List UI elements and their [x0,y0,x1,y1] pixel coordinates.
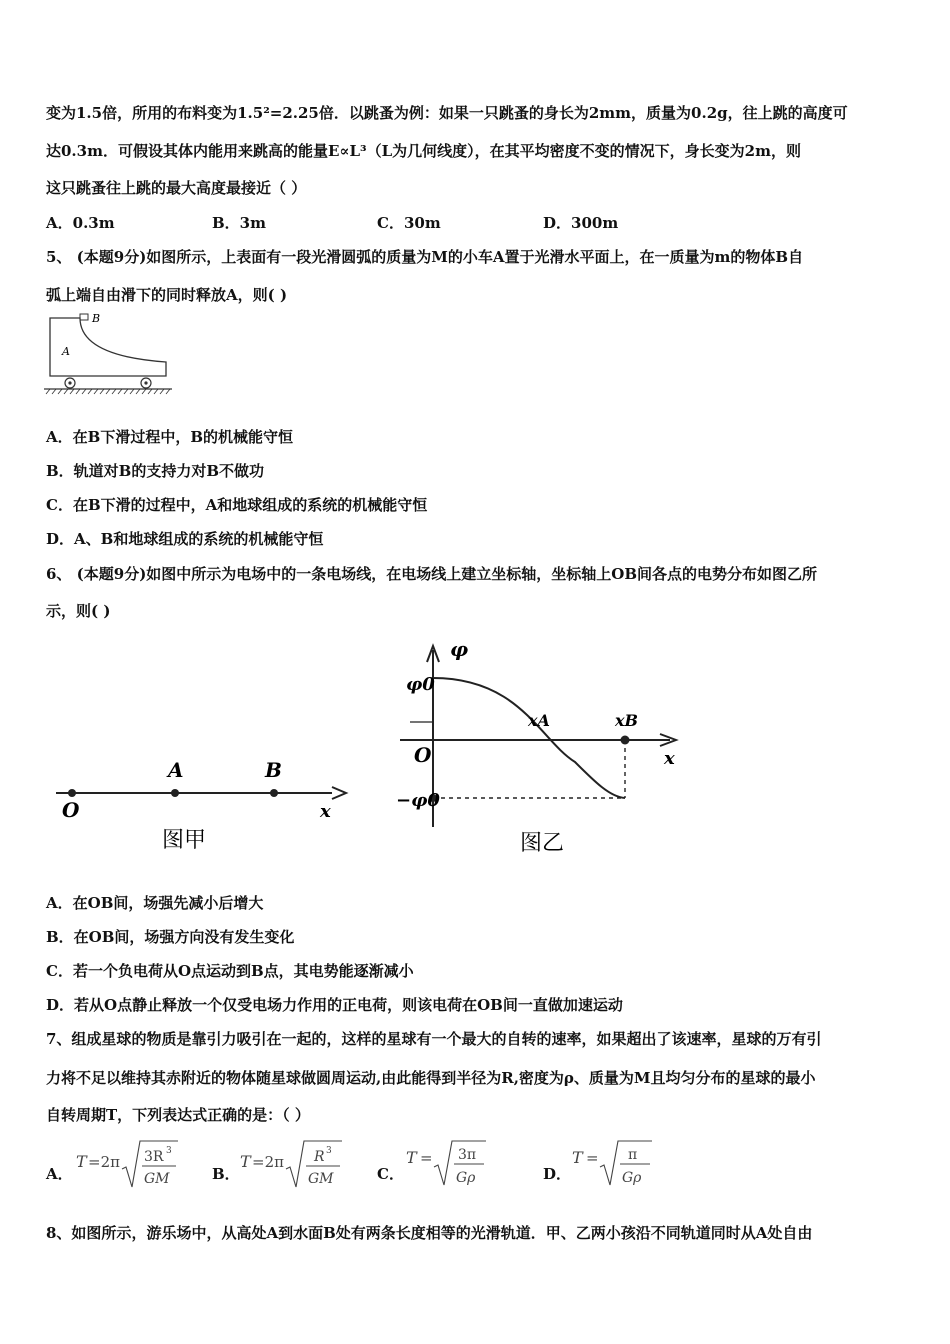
svg-text:=2π: =2π [88,1153,120,1171]
svg-text:=: = [420,1149,433,1167]
q6-option-c[interactable]: C．若一个负电荷从O点运动到B点，其电势能逐渐减小 [46,962,414,980]
svg-text:T: T [76,1152,87,1171]
svg-text:T: T [572,1148,583,1167]
q5-option-a[interactable]: A．在B下滑过程中，B的机械能守恒 [46,428,293,446]
svg-text:GM: GM [308,1171,334,1187]
q4-text-line1: 变为1.5倍，所用的布料变为1.5²=2.25倍．以跳蚤为例：如果一只跳蚤的身长为2mm，质量为0.2g，往上跳的高度可 [46,104,848,122]
q8-text-line1: 8、如图所示，游乐场中，从高处A到水面B处有两条长度相等的光滑轨道．甲、乙两小孩沿不同轨道同时从A处自由 [46,1224,813,1242]
q5-option-d[interactable]: D．A、B和地球组成的系统的机械能守恒 [46,530,324,548]
q7-option-d-formula[interactable] [570,1137,660,1193]
q7-option-a-formula[interactable] [74,1137,184,1193]
svg-text:3π: 3π [458,1147,477,1163]
q5-option-c[interactable]: C．在B下滑的过程中，A和地球组成的系统的机械能守恒 [46,496,428,514]
q6-option-b[interactable]: B．在OB间，场强方向没有发生变化 [46,928,295,946]
q7-option-b-formula[interactable] [238,1137,348,1193]
q7-option-a-label[interactable]: A． [46,1165,73,1183]
caption-jia: 图甲 [162,828,207,853]
svg-text:Gρ: Gρ [456,1170,476,1186]
point-xb [621,736,630,745]
q4-text-line3: 这只跳蚤往上跳的最大高度最接近（ ） [46,179,307,197]
label-xb: xB [615,711,639,730]
q7-option-d-label[interactable]: D． [543,1165,572,1183]
q4-option-d[interactable]: D．300m [543,214,619,232]
svg-text:T: T [406,1148,417,1167]
q4-option-a[interactable]: A．0.3m [46,214,115,232]
q4-text-line2: 达0.3m．可假设其体内能用来跳高的能量E∝L³（L为几何线度），在其平均密度不变的情况下，身长变为2m，则 [46,142,801,160]
q6-text-line1: 6、 (本题9分)如图中所示为电场中的一条电场线，在电场线上建立坐标轴，坐标轴上OB间各点的电势分布如图乙所 [46,565,818,583]
q6-text-line2: 示，则( ) [46,602,111,620]
label-o: O [62,798,80,822]
label-a: A [62,345,70,358]
point-b [270,789,278,797]
q5-text-line2: 弧上端自由滑下的同时释放A，则( ) [46,286,288,304]
label-xa: xA [528,711,550,730]
potential-curve [433,678,625,798]
q6-option-a[interactable]: A．在OB间，场强先减小后增大 [46,894,264,912]
svg-text:=2π: =2π [252,1153,284,1171]
q7-text-line1: 7、组成星球的物质是靠引力吸引在一起的，这样的星球有一个最大的自转的速率，如果超出了该速率，星球的万有引 [46,1030,822,1048]
q7-option-b-label[interactable]: B． [212,1165,240,1183]
q7-text-line2: 力将不足以维持其赤附近的物体随星球做圆周运动,由此能得到半径为R,密度为ρ、质量为M且均匀分布的星球的最小 [46,1069,816,1087]
q5-cart-figure [44,310,174,400]
label-b: B [92,312,101,325]
label-phi0: φ0 [406,674,435,695]
label-neg-phi0: −φ0 [396,790,440,811]
svg-text:R: R [314,1149,325,1165]
label-phi: φ [450,637,469,661]
q6-figure-jia [50,755,350,855]
q7-option-c-formula[interactable] [404,1137,494,1193]
q5-text-line1: 5、 (本题9分)如图所示，上表面有一段光滑圆弧的质量为M的小车A置于光滑水平面上，在一质量为m的物体B自 [46,248,804,266]
label-x: x [320,801,331,822]
field-arrow [332,787,346,799]
svg-text:π: π [628,1147,638,1163]
q6-option-d[interactable]: D．若从O点静止释放一个仅受电场力作用的正电荷，则该电荷在OB间一直做加速运动 [46,996,623,1014]
label-origin: O [414,743,432,767]
q7-option-c-label[interactable]: C． [377,1165,404,1183]
q6-figure-yi [370,632,690,862]
label-b: B [265,758,282,782]
q7-text-line3: 自转周期T，下列表达式正确的是：（ ） [46,1106,310,1124]
q4-option-b[interactable]: B．3m [212,214,266,232]
q5-option-b[interactable]: B．轨道对B的支持力对B不做功 [46,462,265,480]
svg-text:T: T [240,1152,251,1171]
label-x: x [664,748,675,769]
svg-text:GM: GM [144,1171,170,1187]
point-a [171,789,179,797]
block-b [80,314,88,320]
svg-text:=: = [586,1149,599,1167]
svg-text:Gρ: Gρ [622,1170,642,1186]
point-o [68,789,76,797]
svg-text:3R: 3R [144,1149,164,1165]
caption-yi: 图乙 [520,831,565,856]
svg-text:3: 3 [166,1146,172,1156]
label-a: A [168,758,184,782]
svg-text:3: 3 [326,1146,332,1156]
q4-option-c[interactable]: C．30m [377,214,441,232]
